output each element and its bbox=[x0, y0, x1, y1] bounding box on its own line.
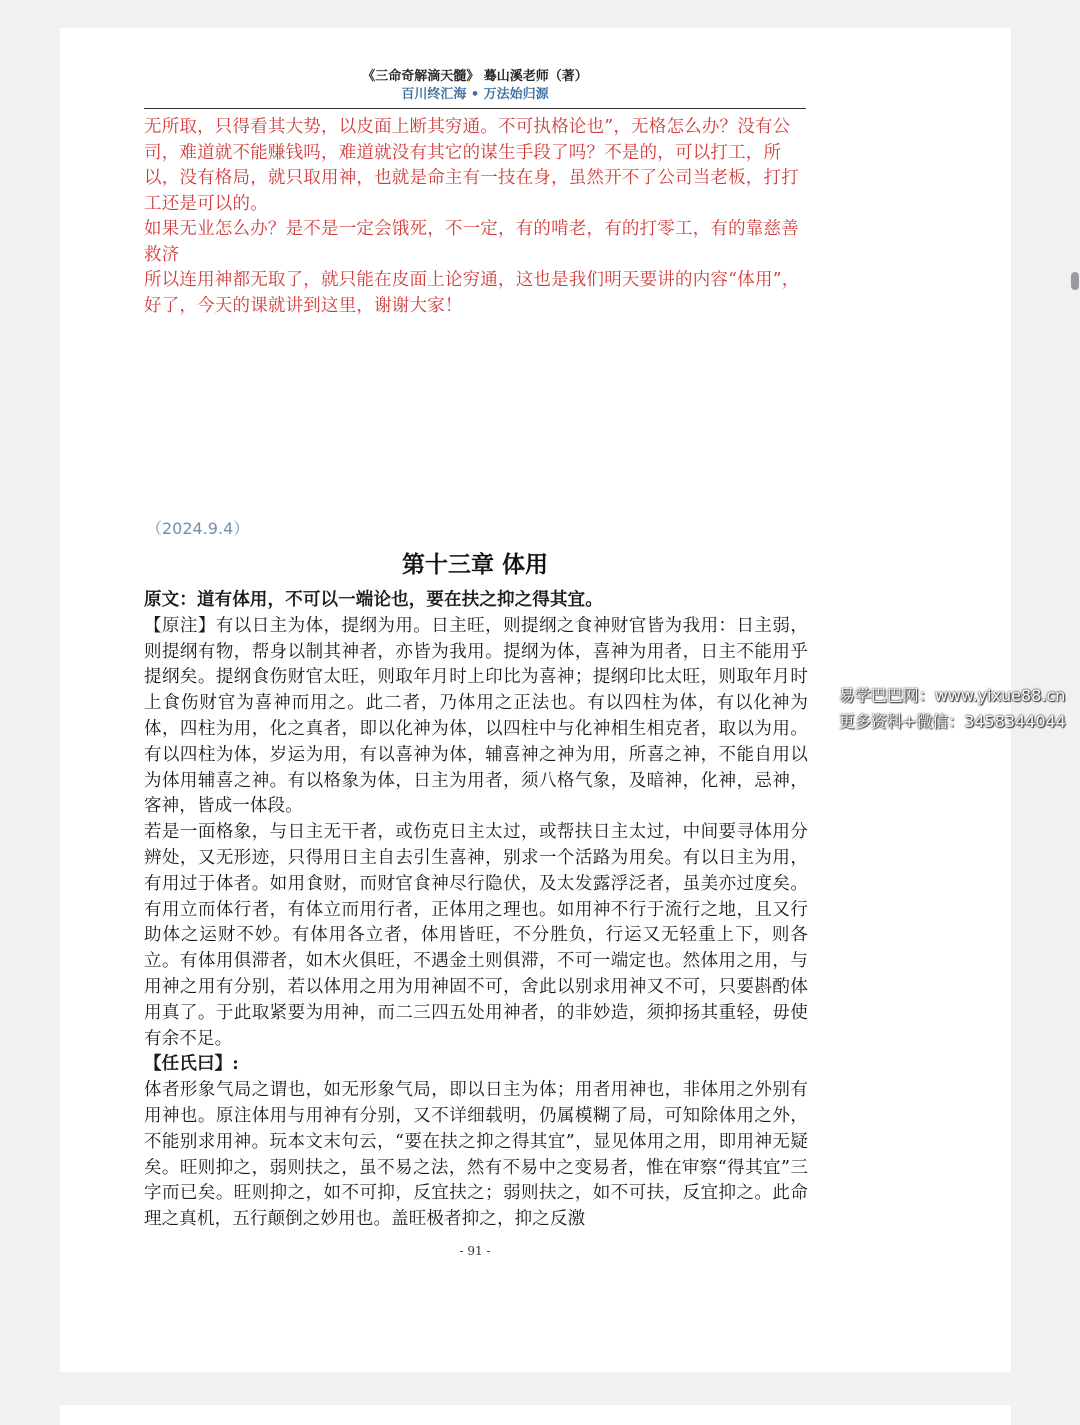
body-paragraph: 若是一面格象，与日主无干者，或伤克日主太过，或帮扶日主太过，中间要寻体用分辨处，又无形迹，只得用日主自去引生喜神，别求一个活路为用矣。有以日主为用，有用过于体者。如用食财，而财官食神尽行隐伏，及太发露浮泛者，虽美亦过度矣。有用立而体行者，有体立而用行者，正体用之理也。如用神不行于流行之地，且又行助体之运财不妙。有体用各立者，体用皆旺，不分胜负，行运又无轻重上下，则各立。有体用俱滞者，如木火俱旺，不遇金土则俱滞，不可一端定也。然体用之用，与用神之用有分别，若以体用之用为用神固不可，舍此以别求用神又不可，只要斟酌体用真了。于此取紧要为用神，而二三四五处用神者，的非妙造，须抑扬其重轻，毋使有余不足。 bbox=[144, 822, 808, 1049]
ren-paragraph: 体者形象气局之谓也，如无形象气局，即以日主为体；用者用神也，非体用之外别有用神也。原注体用与用神有分别，又不详细载明，仍属模糊了局，可知除体用之外，不能别求用神。玩本文末句云，“要在扶之抑之得其宜”，显见体用之用，即用神无疑矣。旺则抑之，弱则扶之，虽不易之法，然有不易中之变易者，惟在审察“得其宜”三字而已矣。旺则抑之，如不可抑，反宜扶之；弱则扶之，如不可扶，反宜抑之。此命理之真机，五行颠倒之妙用也。盖旺极者抑之，抑之反激 bbox=[144, 1080, 808, 1230]
book-title: 《三命奇解滴天髓》 蓦山溪老师（著） bbox=[362, 69, 588, 84]
ren-label: 【任氏曰】: bbox=[144, 1054, 239, 1075]
scrollbar-thumb[interactable] bbox=[1071, 272, 1079, 290]
red-paragraph: 所以连用神都无取了，就只能在皮面上论穷通，这也是我们明天要讲的内容“体用”，好了，今天的课就讲到这里，谢谢大家！ bbox=[144, 270, 800, 316]
watermark bbox=[839, 683, 1066, 735]
original-text: 原文：道有体用，不可以一端论也，要在扶之抑之得其宜。 bbox=[144, 590, 603, 610]
red-paragraph: 无所取，只得看其大势，以皮面上断其穷通。不可执格论也”，无格怎么办？没有公司，难道就不能赚钱吗，难道就没有其它的谋生手段了吗？不是的，可以打工，所以，没有格局，就只取用神，也就是命主有一技在身，虽然开不了公司当老板，打打工还是可以的。 bbox=[144, 117, 799, 214]
lecture-date: （2024.9.4） bbox=[146, 519, 250, 538]
page-number: - 91 - bbox=[459, 1244, 491, 1258]
body-paragraph: 【原注】有以日主为体，提纲为用。日主旺，则提纲之食神财官皆为我用：日主弱，则提纲有物，帮身以制其神者，亦皆为我用。提纲为体，喜神为用者，日主不能用乎提纲矣。提纲食伤财官太旺，则取年月时上印比为喜神；提纲印比太旺，则取年月时上食伤财官为喜神而用之。此二者，乃体用之正法也。有以四柱为体，有以化神为体，四柱为用，化之真者，即以化神为体，以四柱中与化神相生相克者，取以为用。有以四柱为体，岁运为用，有以喜神为体，辅喜神之神为用，所喜之神，不能自用以为体用辅喜之神。有以格象为体，日主为用者，须八格气象，及暗神，化神，忌神，客神，皆成一体段。 bbox=[144, 615, 808, 817]
red-paragraph: 如果无业怎么办？是不是一定会饿死，不一定，有的啃老，有的打零工，有的靠慈善救济 bbox=[144, 219, 799, 265]
book-motto: 百川终汇海 • 万法始归源 bbox=[401, 87, 549, 102]
chapter-title: 第十三章 体用 bbox=[401, 552, 548, 578]
next-page-edge bbox=[60, 1405, 1011, 1425]
watermark-line: 更多资料+微信：3458344044 bbox=[838, 712, 1066, 731]
lecture-closing-text bbox=[144, 115, 808, 319]
header-divider bbox=[144, 108, 806, 109]
page-header bbox=[144, 68, 806, 104]
watermark-line: 易学巴巴网：www.yixue88.cn bbox=[838, 686, 1066, 705]
chapter-body bbox=[144, 588, 808, 1233]
